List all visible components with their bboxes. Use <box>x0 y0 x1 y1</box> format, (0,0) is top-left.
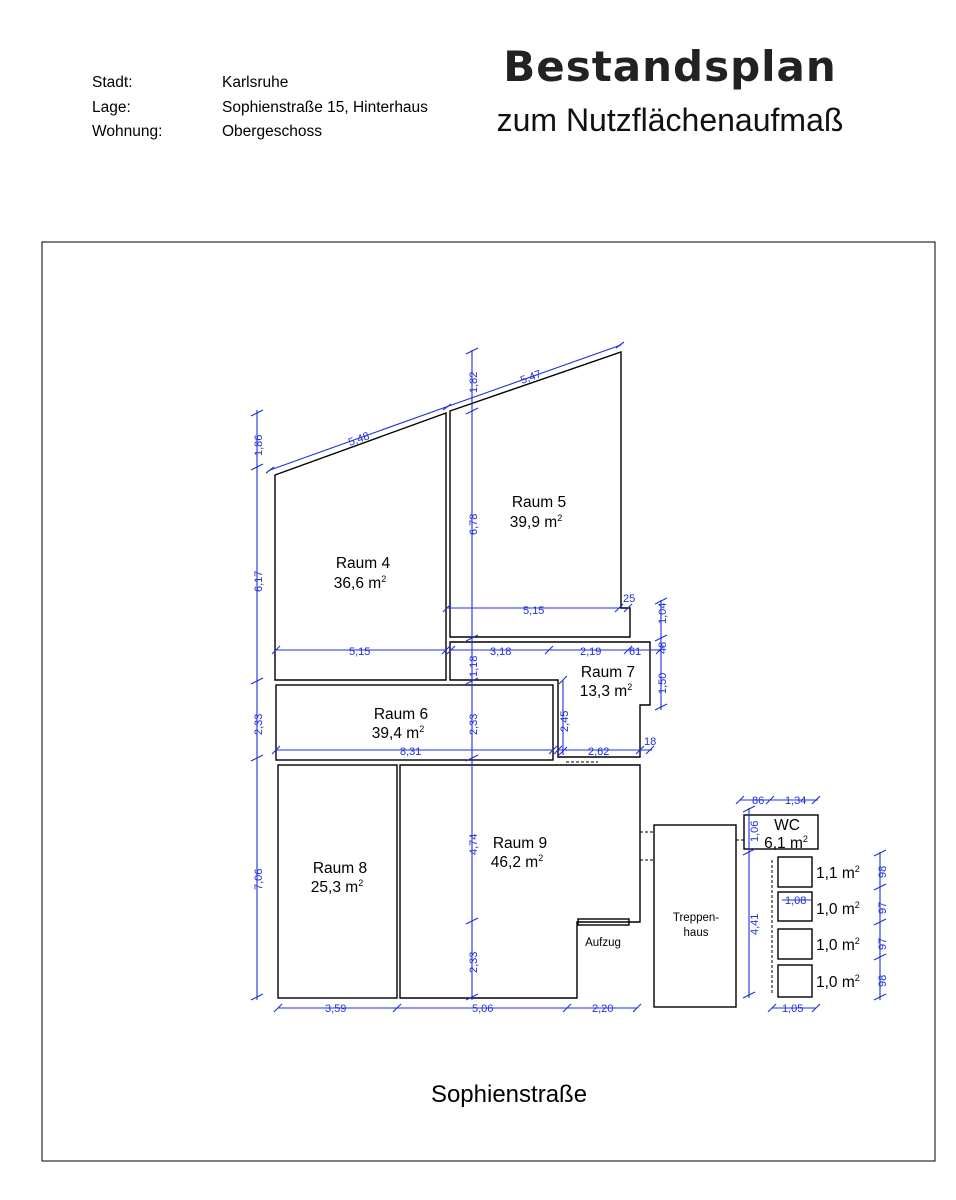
dim-104: 1,04 <box>657 602 669 624</box>
stairwell-label-1: Treppen- <box>672 912 720 924</box>
dim-18: 18 <box>644 736 657 748</box>
wc-name: WC <box>774 817 800 834</box>
lage-value: Sophienstraße 15, Hinterhaus <box>222 98 428 116</box>
dim-515-a: 5,15 <box>523 605 545 617</box>
wc-area: 6,1 $m^2$ <box>764 834 808 852</box>
room-9-area: 46,2 $m^2$ <box>490 853 544 871</box>
room-8-name: Raum 8 <box>312 860 368 877</box>
room-4-outline <box>275 413 446 680</box>
wohnung-value: Obergeschoss <box>222 123 322 140</box>
cell-3-area: 1,0 $m^2$ <box>816 936 860 954</box>
dim-108: 1,08 <box>785 895 807 907</box>
room-8-area: 25,3 $m^2$ <box>310 878 364 896</box>
elevator-label: Aufzug <box>585 937 621 949</box>
cell-2-area: 1,0 $m^2$ <box>816 900 860 918</box>
dim-220: 2,20 <box>592 1003 614 1015</box>
dim-118: 1,18 <box>468 655 480 677</box>
dim-98-b: 98 <box>877 974 889 987</box>
dim-506: 5,06 <box>472 1003 494 1015</box>
dim-97-b: 97 <box>877 937 889 950</box>
cell-3-outline <box>778 929 812 959</box>
dim-318: 3,18 <box>490 646 512 658</box>
cell-4-area: 1,0 $m^2$ <box>816 973 860 991</box>
page-title: Bestandsplan <box>503 42 837 91</box>
dim-233-a: 2,33 <box>253 713 265 735</box>
room-9-name: Raum 9 <box>492 835 548 852</box>
dimension-labels <box>253 368 889 1015</box>
dim-219: 2,19 <box>580 646 602 658</box>
room-4-area: 36,6 $m^2$ <box>333 574 387 592</box>
lage-label: Lage: <box>92 98 131 116</box>
room-7-area: 13,3 $m^2$ <box>579 682 633 700</box>
stadt-label: Stadt: <box>92 74 133 91</box>
dim-617: 6,17 <box>253 570 265 592</box>
dim-831: 8,31 <box>400 746 422 758</box>
dim-106: 1,06 <box>749 820 761 842</box>
dim-547: 5,47 <box>518 368 544 387</box>
cell-1-area: 1,1 $m^2$ <box>816 864 860 882</box>
room-4-name: Raum 4 <box>335 555 391 572</box>
dim-515-b: 5,15 <box>349 646 371 658</box>
dim-150: 1,50 <box>657 672 669 694</box>
stairwell-label-2: haus <box>683 927 709 939</box>
dim-706: 7,06 <box>253 868 265 890</box>
dim-97-a: 97 <box>877 901 889 914</box>
dim-48: 48 <box>657 641 669 654</box>
stadt-value: Karlsruhe <box>222 74 289 91</box>
plan-frame <box>42 242 935 1161</box>
room-6-name: Raum 6 <box>373 706 429 723</box>
room-5-name: Raum 5 <box>511 494 567 511</box>
dim-105: 1,05 <box>782 1003 804 1015</box>
page-subtitle: zum Nutzflächenaufmaß <box>496 102 844 138</box>
dim-548: 5,48 <box>346 430 372 449</box>
room-6-area: 39,4 $m^2$ <box>371 724 425 742</box>
cell-1-outline <box>778 857 812 887</box>
dim-474: 4,74 <box>468 833 480 855</box>
room-5-area: 39,9 $m^2$ <box>509 513 563 531</box>
dim-186: 1,86 <box>253 434 265 456</box>
dim-25: 25 <box>623 593 636 605</box>
room-labels <box>311 494 860 1108</box>
cell-4-outline <box>778 965 812 997</box>
dim-441: 4,41 <box>749 913 761 935</box>
dim-61: 61 <box>629 646 642 658</box>
room-7-name: Raum 7 <box>580 664 636 681</box>
dim-262: 2,62 <box>588 746 610 758</box>
dim-98-a: 98 <box>877 865 889 878</box>
wohnung-label: Wohnung: <box>92 123 163 140</box>
walls <box>275 352 818 1007</box>
dim-245: 2,45 <box>559 710 571 732</box>
dim-233-b: 2,33 <box>468 713 480 735</box>
street-label: Sophienstraße <box>430 1081 588 1108</box>
dim-86: 86 <box>752 795 765 807</box>
dim-233-c: 2,33 <box>468 951 480 973</box>
dim-359: 3,59 <box>325 1003 347 1015</box>
dim-134: 1,34 <box>785 795 807 807</box>
dim-678: 6,78 <box>468 513 480 535</box>
dim-182: 1,82 <box>468 371 480 393</box>
room-9-outline <box>400 765 640 998</box>
